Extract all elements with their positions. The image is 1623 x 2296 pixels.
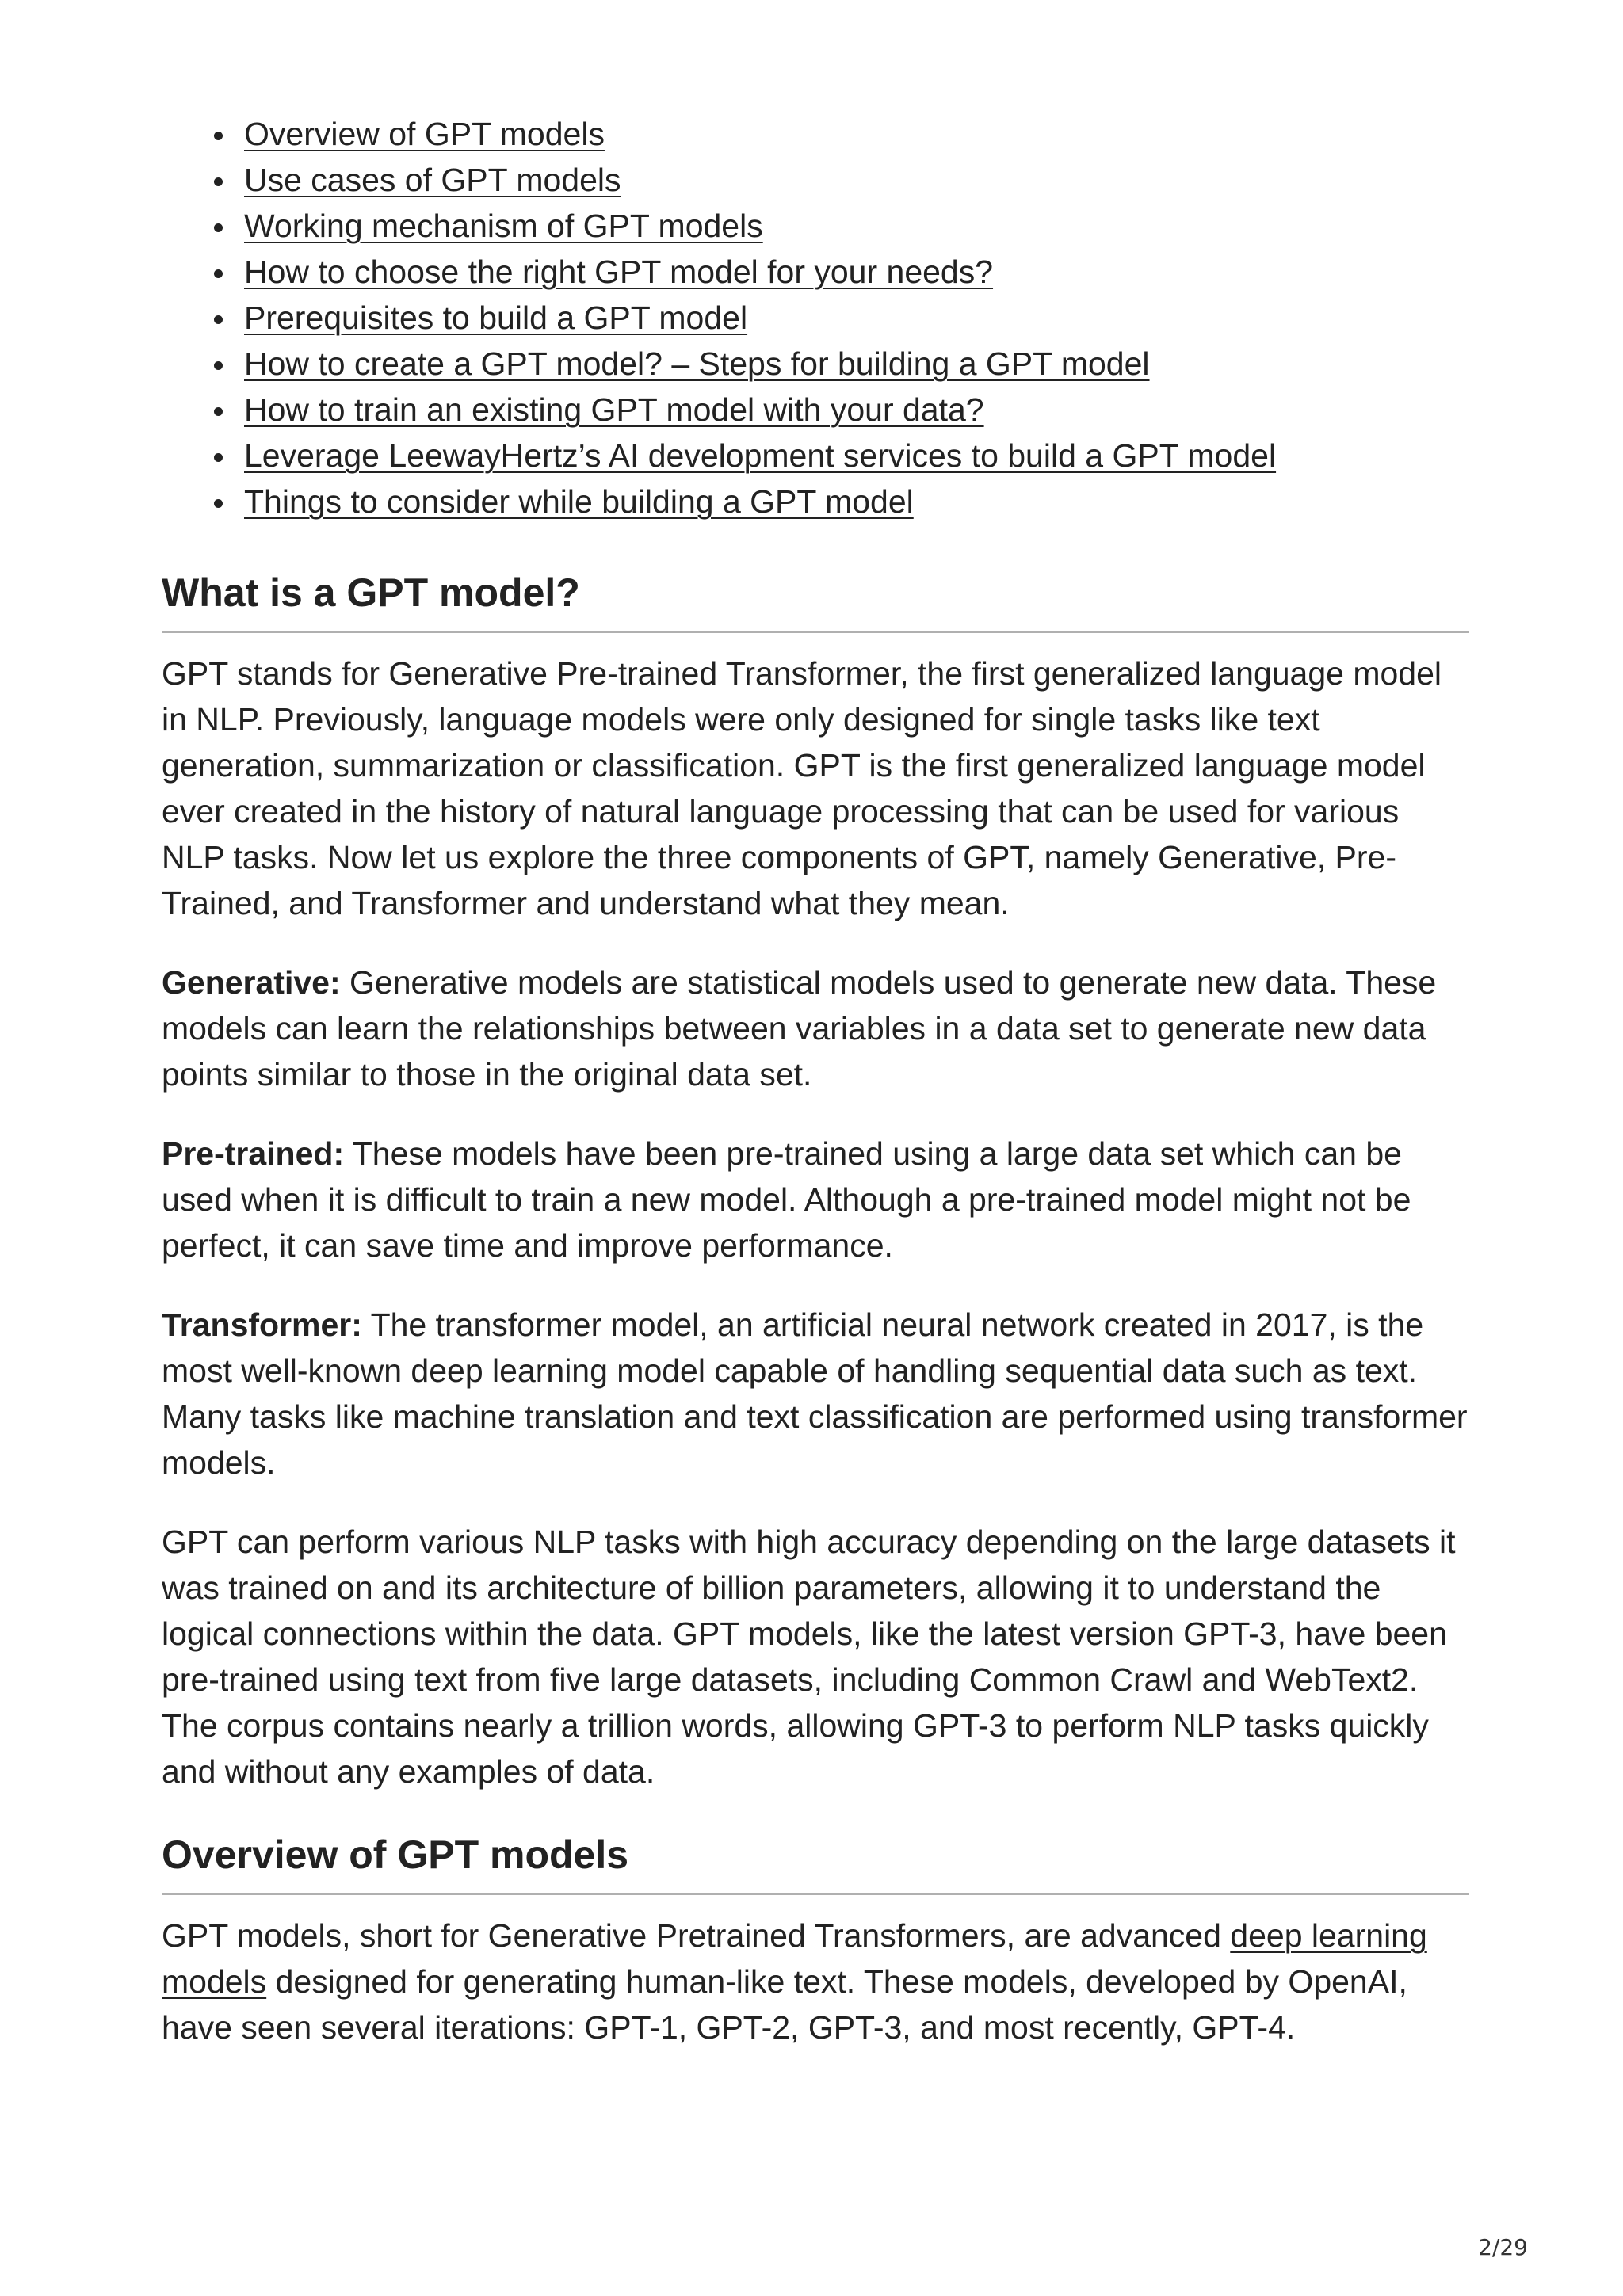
article-content — [162, 111, 1469, 2050]
toc-item — [244, 111, 1469, 157]
section-heading-what-is-gpt: What is a GPT model? — [162, 569, 1469, 633]
definition-pretrained: These models have been pre-trained using a large data set which can be used when it is difficult to train a new model. Although a pre-trained model might not be perfect, it can save time and improve performance. — [162, 1135, 1411, 1264]
overview-text-start: GPT models, short for Generative Pretrained Transformers, are advanced — [162, 1917, 1231, 1954]
toc-link-overview[interactable]: Overview of GPT models — [244, 116, 605, 152]
page-number: 2/29 — [1478, 2234, 1528, 2260]
toc-item — [244, 295, 1469, 341]
paragraph-overview — [162, 1913, 1469, 2050]
toc-link-things-to-consider[interactable]: Things to consider while building a GPT model — [244, 483, 914, 520]
toc-item — [244, 203, 1469, 249]
paragraph-transformer — [162, 1302, 1469, 1486]
toc-link-leverage-services[interactable]: Leverage LeewayHertz’s AI development services to build a GPT model — [244, 437, 1277, 474]
toc-item — [244, 387, 1469, 433]
paragraph-closing: GPT can perform various NLP tasks with high accuracy depending on the large datasets it was trained on and its architecture of billion parameters, allowing it to understand the logical connections within the data. GPT models, like the latest version GPT-3, have been pre-trained using text from five large datasets, including Common Crawl and WebText2. The corpus contains nearly a trillion words, allowing GPT-3 to perform NLP tasks quickly and without any examples of data. — [162, 1524, 1456, 1790]
toc-link-train-existing[interactable]: How to train an existing GPT model with your data? — [244, 391, 984, 428]
term-generative: Generative: — [162, 964, 341, 1001]
toc-item — [244, 433, 1469, 479]
toc-item — [244, 479, 1469, 524]
deep-learning-models-link[interactable]: deep learning models — [162, 1917, 1427, 2000]
toc-link-working-mechanism[interactable]: Working mechanism of GPT models — [244, 208, 763, 244]
term-pretrained: Pre-trained: — [162, 1135, 345, 1172]
toc-link-prerequisites[interactable]: Prerequisites to build a GPT model — [244, 299, 748, 336]
toc-link-use-cases[interactable]: Use cases of GPT models — [244, 162, 621, 198]
toc-item — [244, 249, 1469, 295]
paragraph-intro: GPT stands for Generative Pre-trained Transformer, the first generalized language model in NLP. Previously, language models were only designed for single tasks like text generation, summarization or classification. GPT is the first generalized language model ever created in the history of natural language processing that can be used for various NLP tasks. Now let us explore the three components of GPT, namely Generative, Pre-Trained, and Transformer and understand what they mean. — [162, 655, 1442, 921]
toc-link-choose-model[interactable]: How to choose the right GPT model for your needs? — [244, 254, 994, 290]
term-transformer: Transformer: — [162, 1306, 362, 1343]
section-heading-overview: Overview of GPT models — [162, 1831, 1469, 1895]
definition-generative: Generative models are statistical models used to generate new data. These models can learn the relationships between variables in a data set to generate new data points similar to those in the original data set. — [162, 964, 1437, 1093]
toc-item — [244, 341, 1469, 387]
table-of-contents — [244, 111, 1469, 524]
toc-item — [244, 157, 1469, 203]
paragraph-pretrained — [162, 1131, 1469, 1268]
toc-link-create-model[interactable]: How to create a GPT model? – Steps for building a GPT model — [244, 345, 1150, 382]
overview-text-end: designed for generating human-like text. These models, developed by OpenAI, have seen several iterations: GPT-1, GPT-2, GPT-3, and most recently, GPT-4. — [162, 1963, 1407, 2046]
definition-transformer: The transformer model, an artificial neural network created in 2017, is the most well-known deep learning model capable of handling sequential data such as text. Many tasks like machine translation and text classification are performed using transformer models. — [162, 1306, 1468, 1481]
paragraph-generative — [162, 959, 1469, 1097]
